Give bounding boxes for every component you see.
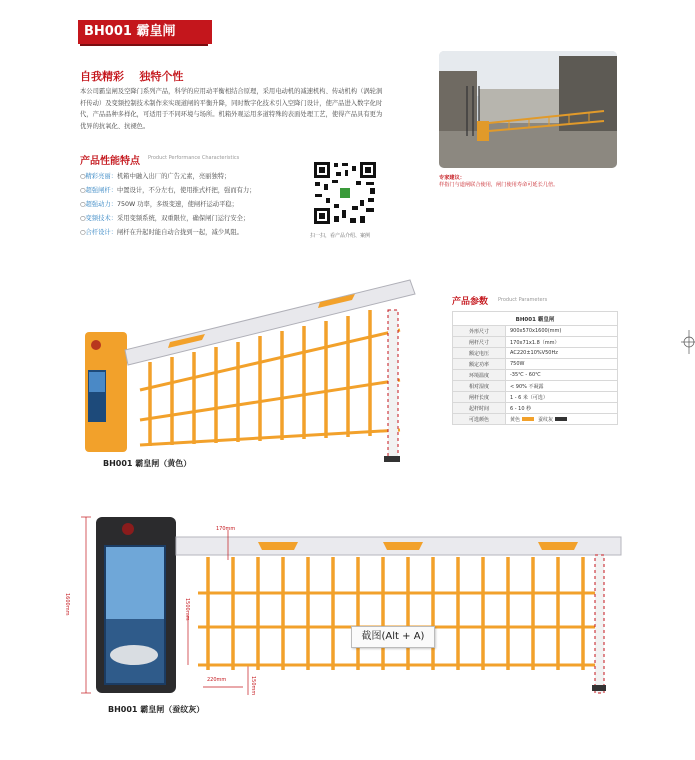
- feature-text: 采用变频系统，双重限位，确保闸门运行安全；: [116, 215, 250, 222]
- feature-text: 中置设计，不分左右，使用推式杆把，强而有力；: [116, 187, 256, 194]
- param-name: 外形尺寸: [453, 326, 506, 337]
- feature-key: 超强闸杆：: [85, 187, 117, 194]
- performance-subheading: Product Performance Characteristics: [148, 155, 240, 161]
- param-value: 900x570x1600(mm): [506, 326, 618, 337]
- feature-key: 超强动力：: [85, 201, 117, 208]
- feature-key: 变频技术：: [85, 215, 117, 222]
- param-value: -35℃ - 60℃: [506, 370, 618, 381]
- intro-heading: 自我精彩 独特个性: [80, 70, 184, 83]
- params-table: [452, 311, 618, 425]
- yellow-gate-caption: BH001 霸皇闸（黄色）: [103, 459, 192, 468]
- feature-text: 机箱中融入出厂的广告元素，亮丽独特；: [116, 173, 231, 180]
- param-name: 闸杆长度: [453, 392, 506, 403]
- feature-text: 闸杆在升起时能自动合拢到一起，减少风阻。: [116, 229, 243, 236]
- param-value: [506, 414, 618, 425]
- feature-item: ○超强动力：750W 功率，多级变速，使闸杆运动平稳；: [80, 201, 238, 208]
- param-value: 170x71x1.8（mm）: [506, 337, 618, 348]
- color-option-grey: 蚕纹灰: [538, 416, 554, 423]
- param-name: 相对湿度: [453, 381, 506, 392]
- grey-gate-caption: BH001 霸皇闸（蚕纹灰）: [108, 705, 205, 714]
- crosshair-icon: [681, 330, 695, 354]
- performance-heading: 产品性能特点: [80, 156, 140, 167]
- feature-item: ○精彩亮丽：机箱中融入出厂的广告元素，亮丽独特；: [80, 173, 231, 180]
- table-row: [453, 370, 618, 381]
- site-photo: [439, 51, 617, 168]
- table-row: [453, 392, 618, 403]
- params-table-title: BH001 霸皇闸: [453, 312, 618, 326]
- qr-code: [312, 160, 378, 226]
- feature-item: ○超强闸杆：中置设计，不分左右，使用推式杆把，强而有力；: [80, 187, 256, 194]
- feature-item: ○合杆设计：闸杆在升起时能自动合拢到一起，减少风阻。: [80, 229, 243, 236]
- param-name: 起杆时间: [453, 403, 506, 414]
- feature-key: 精彩亮丽：: [85, 173, 117, 180]
- param-value: < 90% 不凝露: [506, 381, 618, 392]
- photo-caption-text: 样指门与道闸联合使用，闸门使用寿命可延长几倍。: [439, 182, 559, 188]
- dim-220: 220mm: [207, 677, 227, 683]
- qr-caption: 扫一扫，看产品介绍、案例: [310, 233, 371, 239]
- grey-gate-illustration: [78, 515, 623, 705]
- table-row: [453, 403, 618, 414]
- table-row: [453, 414, 618, 425]
- param-name: 额定功率: [453, 359, 506, 370]
- dim-1500: 1500mm: [184, 598, 190, 621]
- feature-text: 750W 功率，多级变速，使闸杆运动平稳；: [116, 201, 238, 208]
- yellow-gate-illustration: [80, 270, 420, 470]
- param-name: 闸杆尺寸: [453, 337, 506, 348]
- table-row: [453, 359, 618, 370]
- param-value: 1 - 6 米（可选）: [506, 392, 618, 403]
- dim-1600: 1600mm: [64, 593, 70, 616]
- param-name: 可选颜色: [453, 414, 506, 425]
- feature-key: 合杆设计：: [85, 229, 117, 236]
- param-value: 750W: [506, 359, 618, 370]
- table-row: [453, 381, 618, 392]
- page-title: BH001 霸皇闸: [78, 20, 206, 44]
- table-row: [453, 348, 618, 359]
- dim-170: 170mm: [216, 526, 236, 532]
- params-subheading: Product Parameters: [498, 297, 548, 303]
- dim-150: 150mm: [250, 676, 256, 696]
- param-value: AC220±10%V50Hz: [506, 348, 618, 359]
- param-name: 额定电压: [453, 348, 506, 359]
- screenshot-tooltip: 截图(Alt + A): [351, 626, 435, 648]
- photo-caption-title: 专家建议：: [439, 175, 465, 181]
- table-row: [453, 326, 618, 337]
- params-heading: 产品参数: [452, 297, 489, 307]
- feature-item: ○变频技术：采用变频系统，双重限位，确保闸门运行安全；: [80, 215, 250, 222]
- param-name: 环境温度: [453, 370, 506, 381]
- grey-swatch: [555, 417, 567, 421]
- color-option-yellow: 黄色: [510, 416, 521, 423]
- yellow-swatch: [522, 417, 534, 421]
- intro-text: 本公司霸皇闸及空降门系列产品，科学的应用动平衡相结合原理，采用电动机的减速机构、传动机构（涡轮涡杆传动）及变频控制技术制作来实现道闸的平衡升降，同时数字化技术引入空降门设计，使产品进入数字化时代，产品品种多样化，可适用于不同环境与场所。机箱外观运用多道特殊的表面处理工艺，使得产品具有更为优异的抗氧化、抗褪色。: [80, 88, 383, 130]
- param-value: 6 - 10 秒: [506, 403, 618, 414]
- table-row: [453, 337, 618, 348]
